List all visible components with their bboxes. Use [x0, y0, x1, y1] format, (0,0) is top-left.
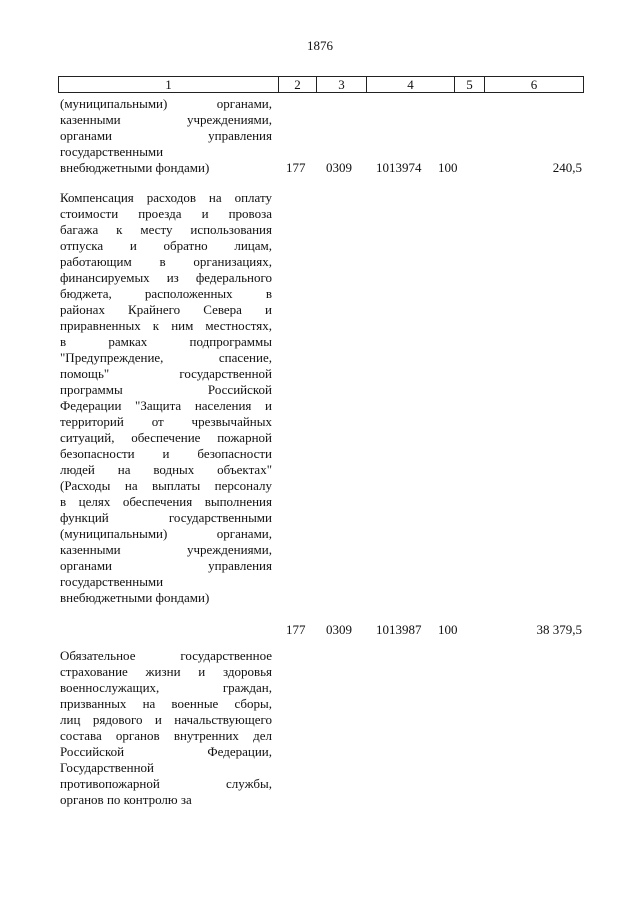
column-header-2: 2	[279, 77, 317, 92]
column-header-5: 5	[455, 77, 485, 92]
description-line: казенными учреждениями,	[60, 542, 272, 557]
entry-col3: 0309	[326, 160, 352, 175]
description-line: людей на водных объектах"	[60, 462, 272, 477]
description-line: Российской Федерации,	[60, 744, 272, 759]
description-line: призванных на военные сборы,	[60, 696, 272, 711]
description-line: приравненных к ним местностях,	[60, 318, 272, 333]
entry-col2: 177	[286, 622, 306, 637]
description-line: лиц рядового и начальствующего	[60, 712, 272, 727]
description-line: внебюджетными фондами)	[60, 160, 210, 175]
entry-col6: 240,5	[552, 160, 582, 175]
description-line: Компенсация расходов на оплату	[60, 190, 272, 205]
description-line: противопожарной службы,	[60, 776, 272, 791]
description-line: функций государственными	[60, 510, 272, 525]
entry-col4: 1013987	[376, 622, 422, 637]
entry-col3: 0309	[326, 622, 352, 637]
description-line: отпуска и обратно лицам,	[60, 238, 272, 253]
entry-description	[60, 190, 272, 606]
description-line: районах Крайнего Севера и	[60, 302, 272, 317]
description-line: в целях обеспечения выполнения	[60, 494, 272, 509]
description-line: внебюджетными фондами)	[60, 590, 210, 605]
description-line: казенными учреждениями,	[60, 112, 272, 127]
entry-description	[60, 96, 272, 176]
entry-col5: 100	[438, 622, 458, 637]
entry-description	[60, 648, 272, 808]
description-line: стоимости проезда и провоза	[60, 206, 272, 221]
description-line: (Расходы на выплаты персоналу	[60, 478, 272, 493]
page-number: 1876	[307, 38, 333, 53]
description-line: бюджета, расположенных в	[60, 286, 272, 301]
entry-col5: 100	[438, 160, 458, 175]
column-header-3: 3	[317, 77, 367, 92]
description-line: состава органов внутренних дел	[60, 728, 272, 743]
description-line: работающим в организациях,	[60, 254, 272, 269]
description-line: ситуаций, обеспечение пожарной	[60, 430, 272, 445]
column-header-6: 6	[530, 77, 538, 92]
table-header	[58, 76, 584, 93]
description-line: в рамках подпрограммы	[60, 334, 272, 349]
description-line: государственными	[60, 144, 164, 159]
description-line: "Предупреждение, спасение,	[60, 350, 272, 365]
description-line: Государственной	[60, 760, 155, 775]
column-header-4: 4	[367, 77, 455, 92]
description-line: органами управления	[60, 558, 272, 573]
entry-col4: 1013974	[376, 160, 422, 175]
description-line: органов по контролю за	[60, 792, 192, 807]
description-line: (муниципальными) органами,	[60, 526, 272, 541]
description-line: государственными	[60, 574, 164, 589]
description-line: финансируемых из федерального	[60, 270, 272, 285]
description-line: территорий от чрезвычайных	[60, 414, 272, 429]
description-line: багажа к месту использования	[60, 222, 272, 237]
description-line: (муниципальными) органами,	[60, 96, 272, 111]
entry-col2: 177	[286, 160, 306, 175]
description-line: безопасности и безопасности	[60, 446, 272, 461]
description-line: помощь" государственной	[60, 366, 272, 381]
entry-col6: 38 379,5	[536, 622, 582, 637]
description-line: программы Российской	[60, 382, 272, 397]
description-line: страхование жизни и здоровья	[60, 664, 272, 679]
description-line: Обязательное государственное	[60, 648, 272, 663]
description-line: органами управления	[60, 128, 272, 143]
description-line: военнослужащих, граждан,	[60, 680, 272, 695]
column-header-1: 1	[59, 77, 279, 92]
description-line: Федерации "Защита населения и	[60, 398, 272, 413]
